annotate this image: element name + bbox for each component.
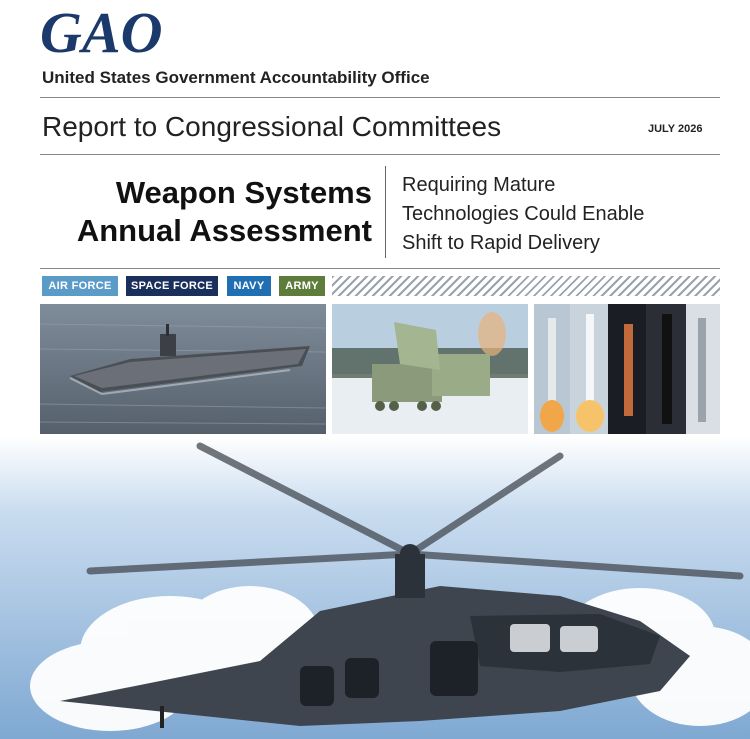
report-date: JULY 2026 <box>648 123 703 135</box>
branch-rule <box>40 268 720 269</box>
header-rule-bottom <box>40 154 720 155</box>
report-subtitle-line3: Shift to Rapid Delivery <box>402 232 600 254</box>
branch-bar <box>40 272 720 300</box>
report-title-line2: Annual Assessment <box>76 213 372 248</box>
org-name: United States Government Accountability Office <box>42 68 430 87</box>
branch-tag-army: ARMY <box>279 276 325 296</box>
helicopter-photo <box>0 436 750 739</box>
gao-logo-text: GAO <box>40 2 163 62</box>
carrier-photo <box>40 304 326 434</box>
rockets-photo <box>534 304 720 434</box>
title-divider <box>385 166 386 258</box>
hatch-band <box>332 276 720 296</box>
branch-tag-air-force: AIR FORCE <box>42 276 118 296</box>
radar-photo <box>332 304 528 434</box>
report-subtitle <box>402 171 644 258</box>
report-subtitle-line1: Requiring Mature <box>402 174 556 196</box>
report-title <box>40 174 372 250</box>
branch-tag-space-force: SPACE FORCE <box>126 276 218 296</box>
header-rule-top <box>40 97 720 98</box>
gao-logo <box>40 2 190 62</box>
report-to: Report to Congressional Committees <box>42 111 502 142</box>
report-title-line1: Weapon Systems <box>115 175 372 210</box>
branch-tag-navy: NAVY <box>227 276 271 296</box>
report-subtitle-line2: Technologies Could Enable <box>402 203 645 225</box>
